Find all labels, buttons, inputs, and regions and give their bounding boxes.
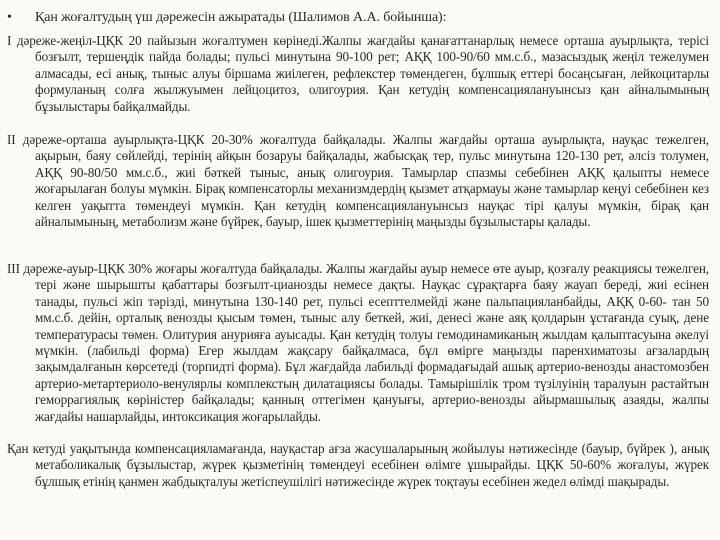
paragraph-degree-2: II дәреже-орташа ауырлықта-ЦҚК 20-30% жоғалтуда байқалады. Жалпы жағдайы орташа ауырлықта, науқас тежелген, ақырын, баяу сөйлейді, терінің айқын бозаруы байқалады, жабысқақ тер, пульс минутына 120-130 рет, әлсіз толумен, АҚҚ 90-80/50 мм.с.б., жиі бәткей тыныс, анық олигоурия. Тамырлар спазмы себебінен АҚҚ қалыпты немесе жоғарылаған болуы мүмкін. Бірақ компенсаторлы механизмдердің қызмет атқармауы және тамырлар кеңуі себебінен кез келген уақытта төмендеуі мүмкін. Қан кетудің компенсациялануынсыз науқас тірі қалуы мүмкін, бірақ қан айналымының, метаболизм және бүйрек, бауыр, ішек қызметтерінің маңызды бұзылыстары қалады. — [7, 132, 709, 230]
paragraph-degree-1: I дәреже-жеңіл-ЦҚК 20 пайызын жоғалтумен көрінеді.Жалпы жағдайы қанағаттанарлық немесе орташа ауырлықта, терісі бозғылт, тершеңдік пайда болады; пульсі минутына 90-100 рет; АҚҚ 100-90/60 мм.с.б., мазасыздық жеңіл тежелумен алмасады, есі анық, тыныс алуы біршама жиілеген, рефлекстер төмендеген, бұлшық еттері босаңсыған, лейкоцитарлы формуланың солға жылжуымен лейцоцитоз, олигоурия. Қан кетудің компенсациялануынсыз қан айналымының бұзылыстары байқалмайды. — [7, 33, 709, 114]
bullet-point: • — [7, 10, 12, 25]
paragraph-conclusion: Қан кетуді уақытында компенсацияламағанда, науқастар ағза жасушаларының жойылуы нәтижесінде (бауыр, бүйрек ), анық метаболикалық бұзылыстар, жүрек қызметінің төмендеуі есебінен өлімге ұшырайды. ЦҚК 50-60% жоғалуы, жүрек бұлшық етінің қанмен жабдықталуы жетіспеушілігі нәтижесінде жүрек тоқтауы есебінен жедел өлімді шақырады. — [7, 441, 709, 489]
heading-text: Қан жоғалтудың үш дәрежесін ажыратады (Шалимов А.А. бойынша): — [35, 10, 447, 25]
paragraph-degree-3: III дәреже-ауыр-ЦҚК 30% жоғары жоғалтуда байқалады. Жалпы жағдайы ауыр немесе өте ауыр, қозғалу реакциясы тежелген, тері және шырышты қабаттары бозғылт-цианозды немесе дақты. Науқас сұрақтарға баяу жауап береді, жиі есінен танады, пульсі жіп тәрізді, минутына 130-140 рет, пульсі есепттелмейді және пальпацияланбайды, АҚҚ 0-60- тан 50 мм.с.б. дейін, орталық венозды қысым төмен, тыныс алу беткей, жиі, денесі және аяқ қолдарын ұстағанда суық, дене температурасы төмен. Олитурия анурияға ауысады. Қан кетудің толуы гемодинамиканың жылдам қалыптасуына әкелуі мүмкін. (лабильді форма) Егер жылдам жақсару байқалмаса, бұл өмірге маңызды паренхиматозы ағзалардың зақымдалғанын көрсетеді (торпидті форма). Бұл жағдайда лабильді формадағыдай ашық артерио-венозды анастомозбен артерио-метартериоло-венулярлы комплекстың дилатациясы болады. Тамырішілік тром түзілуінің таралуын растайтын геморрагиялық көріністер байқалады; қанның оттегімен қануығы, артерио-венозды айырмашылық азаяды, жалпы жағдайы нашарлайды, интоксикация жоғарылайды. — [7, 261, 709, 424]
heading-line — [7, 10, 713, 26]
